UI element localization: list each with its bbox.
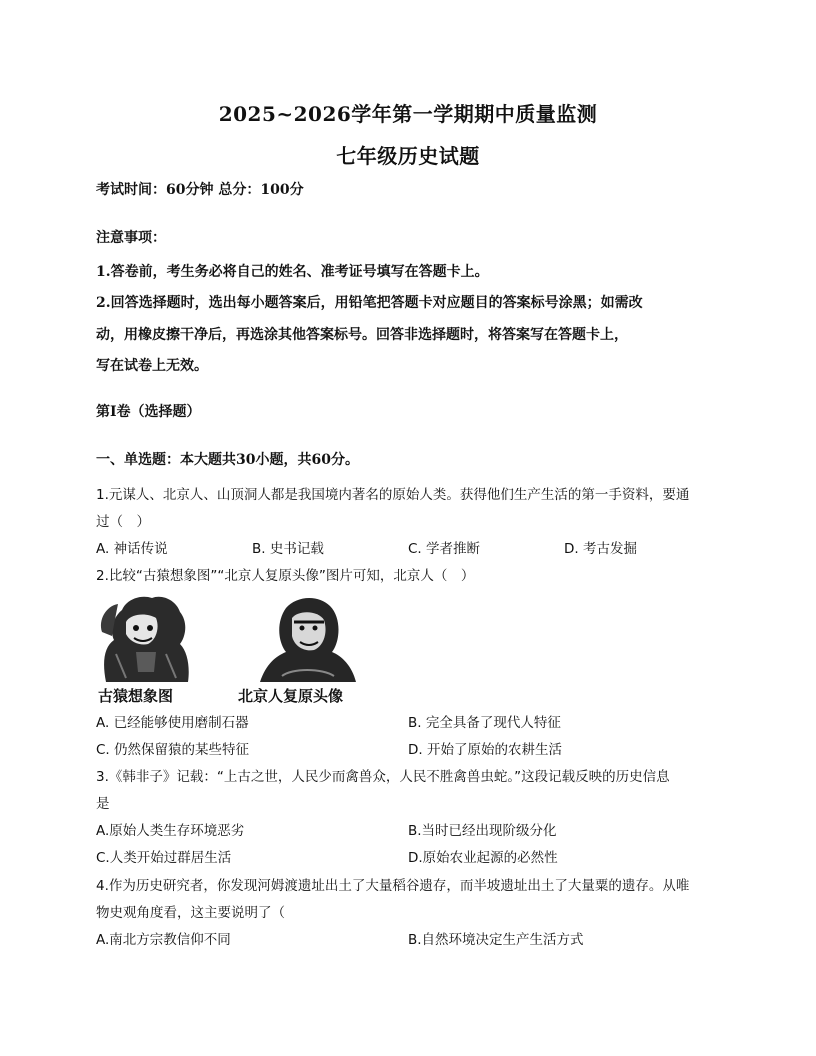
question-1-stem-line-1: 1.元谋人、北京人、山顶洞人都是我国境内著名的原始人类。获得他们生产生活的第一手资料，要通 — [96, 487, 690, 503]
exam-info: 考试时间：60分钟 总分：100分 — [96, 182, 304, 198]
exam-subtitle: 七年级历史试题 — [336, 144, 480, 168]
notes-item-1: 1.答卷前，考生务必将自己的姓名、准考证号填写在答题卡上。 — [96, 264, 489, 280]
question-4-stem-line-2: 物史观角度看，这主要说明了（ — [96, 905, 285, 921]
question-2-option-d: D. 开始了原始的农耕生活 — [408, 742, 562, 758]
question-3-option-c: C.人类开始过群居生活 — [96, 850, 232, 866]
question-2-option-b: B. 完全具备了现代人特征 — [408, 715, 561, 731]
question-3-option-b: B.当时已经出现阶级分化 — [408, 823, 557, 839]
part-title: 第Ⅰ卷（选择题） — [96, 404, 201, 420]
notes-heading: 注意事项： — [96, 230, 166, 246]
notes-item-2-line-3: 写在试卷上无效。 — [96, 358, 208, 374]
notes-item-2-line-2: 动，用橡皮擦干净后，再选涂其他答案标号。回答非选择题时，将答案写在答题卡上， — [96, 327, 628, 343]
question-2-option-a: A. 已经能够使用磨制石器 — [96, 715, 249, 731]
question-3-stem-line-1: 3.《韩非子》记载：“上古之世，人民少而禽兽众，人民不胜禽兽虫蛇。”这段记载反映的历史信息 — [96, 769, 670, 785]
section-heading: 一、单选题：本大题共30小题，共60分。 — [96, 452, 359, 468]
question-1-option-c: C. 学者推断 — [408, 541, 481, 557]
peking-man-illustration — [252, 592, 362, 684]
question-1-option-d: D. 考古发掘 — [564, 541, 637, 557]
ape-caption: 古猿想象图 — [98, 687, 174, 705]
notes-item-2-line-1: 2.回答选择题时，选出每小题答案后，用铅笔把答题卡对应题目的答案标号涂黑；如需改 — [96, 295, 643, 311]
peking-man-caption: 北京人复原头像 — [238, 687, 344, 705]
question-2-option-c: C. 仍然保留猿的某些特征 — [96, 742, 250, 758]
question-3-stem-line-2: 是 — [96, 796, 110, 812]
question-3-option-a: A.原始人类生存环境恶劣 — [96, 823, 245, 839]
ape-illustration — [96, 592, 196, 684]
question-4-option-b: B.自然环境决定生产生活方式 — [408, 932, 584, 948]
question-1-option-b: B. 史书记载 — [252, 541, 324, 557]
question-4-option-a: A.南北方宗教信仰不同 — [96, 932, 231, 948]
exam-title: 2025~2026学年第一学期期中质量监测 — [218, 102, 598, 126]
question-3-option-d: D.原始农业起源的必然性 — [408, 850, 558, 866]
question-2-stem: 2.比较“古猿想象图”“北京人复原头像”图片可知，北京人（ ） — [96, 568, 475, 584]
question-4-stem-line-1: 4.作为历史研究者，你发现河姆渡遗址出土了大量稻谷遗存，而半坡遗址出土了大量粟的遗存。从唯 — [96, 878, 690, 894]
question-1-stem-line-2: 过（ ） — [96, 514, 150, 530]
question-1-option-a: A. 神话传说 — [96, 541, 168, 557]
